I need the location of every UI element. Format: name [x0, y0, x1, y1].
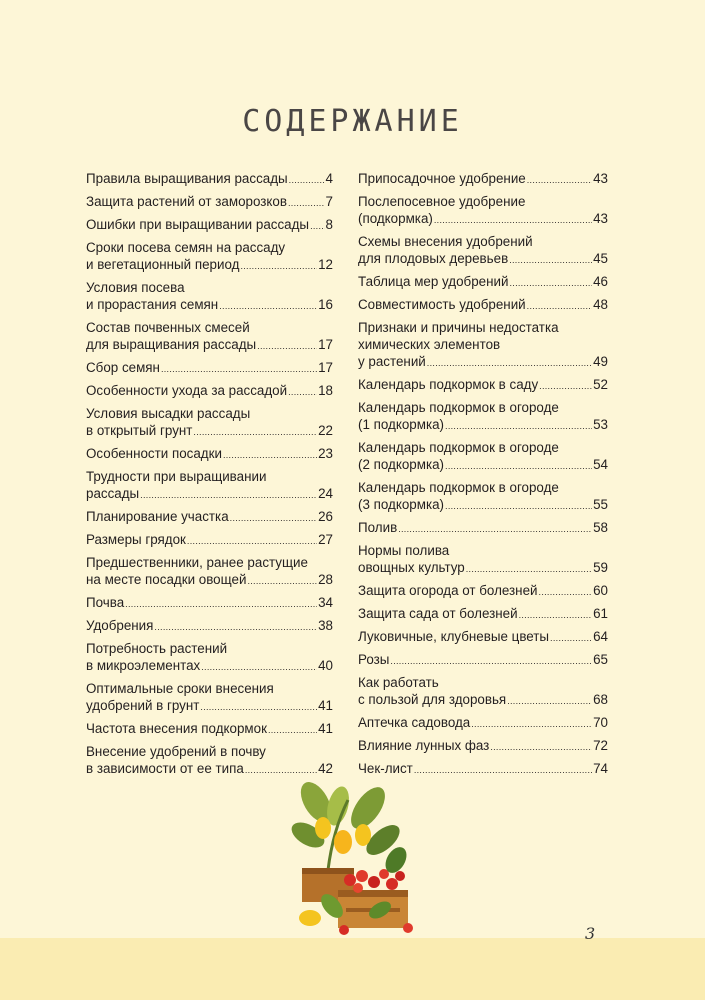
toc-entry[interactable]: [86, 405, 333, 441]
toc-entry-line: [358, 519, 608, 538]
toc-entry-line: [358, 210, 608, 229]
toc-entry-title: (3 подкормка): [358, 497, 445, 512]
toc-entry-title: Удобрения: [86, 618, 154, 633]
toc-entry-line: [86, 760, 333, 779]
toc-entry-title: Планирование участка: [86, 509, 229, 524]
toc-leader-dots: [245, 762, 317, 779]
toc-entry-line: [86, 617, 333, 636]
toc-page-number: 70: [593, 715, 608, 730]
toc-page-number: 28: [318, 572, 333, 587]
toc-entry-line: [86, 554, 333, 571]
toc-page-number: 43: [593, 211, 608, 226]
toc-entry-line: [358, 376, 608, 395]
toc-entry-line: [86, 508, 333, 527]
toc-entry-line: [86, 640, 333, 657]
toc-entry-title: для выращивания рассады: [86, 337, 257, 352]
toc-leader-dots: [201, 659, 317, 676]
toc-entry-title: Защита огорода от болезней: [358, 583, 538, 598]
toc-page-number: 74: [593, 761, 608, 776]
toc-entry[interactable]: [358, 674, 608, 710]
toc-entry-title: в микроэлементах: [86, 658, 201, 673]
toc-page-number: 53: [593, 417, 608, 432]
toc-leader-dots: [288, 195, 325, 212]
toc-entry-line: [86, 697, 333, 716]
toc-leader-dots: [490, 739, 592, 756]
toc-entry-line: [358, 760, 608, 779]
toc-entry-title: (2 подкормка): [358, 457, 445, 472]
toc-entry-title: рассады: [86, 486, 140, 501]
toc-entry-line: [358, 496, 608, 515]
toc-entry-title: Трудности при выращивании: [86, 469, 267, 484]
toc-entry[interactable]: [358, 542, 608, 578]
toc-entry[interactable]: [86, 279, 333, 315]
toc-entry-title: Условия высадки рассады: [86, 406, 251, 421]
toc-entry-title: Частота внесения подкормок: [86, 721, 267, 736]
toc-entry-title: Таблица мер удобрений: [358, 274, 509, 289]
toc-leader-dots: [519, 607, 593, 624]
toc-leader-dots: [268, 722, 317, 739]
toc-leader-dots: [509, 252, 592, 269]
toc-page-number: 27: [318, 532, 333, 547]
toc-page-number: 38: [318, 618, 333, 633]
toc-entry-title: в открытый грунт: [86, 423, 193, 438]
toc-entry-line: [86, 657, 333, 676]
toc-leader-dots: [398, 521, 592, 538]
toc-entry-title: Припосадочное удобрение: [358, 171, 526, 186]
toc-page-number: 41: [318, 721, 333, 736]
toc-page-number: 34: [318, 595, 333, 610]
toc-entry-title: Схемы внесения удобрений: [358, 234, 533, 249]
toc-entry-line: [358, 233, 608, 250]
toc-entry-title: Размеры грядок: [86, 532, 186, 547]
toc-entry-title: у растений: [358, 354, 426, 369]
toc-entry-line: [86, 239, 333, 256]
toc-entry-title: Нормы полива: [358, 543, 450, 558]
toc-entry-title: Календарь подкормок в огороде: [358, 400, 559, 415]
toc-entry-title: Луковичные, клубневые цветы: [358, 629, 550, 644]
toc-entry-line: [86, 743, 333, 760]
toc-entry-line: [358, 353, 608, 372]
toc-entry-line: [86, 193, 333, 212]
toc-entry-line: [86, 405, 333, 422]
toc-page-number: 72: [593, 738, 608, 753]
toc-entry-line: [358, 296, 608, 315]
toc-entry[interactable]: [358, 737, 608, 756]
toc-page-number: 40: [318, 658, 333, 673]
toc-entry[interactable]: [358, 714, 608, 733]
toc-entry[interactable]: [358, 319, 608, 372]
toc-entry-line: [86, 170, 333, 189]
bottom-band: [0, 938, 705, 1000]
toc-entry-line: [358, 737, 608, 756]
toc-entry-title: (1 подкормка): [358, 417, 445, 432]
toc-entry[interactable]: [86, 680, 333, 716]
toc-entry-line: [86, 571, 333, 590]
toc-entry-line: [358, 456, 608, 475]
toc-page-number: 48: [593, 297, 608, 312]
toc-entry[interactable]: [86, 617, 333, 636]
toc-page-number: 58: [593, 520, 608, 535]
toc-page-number: 17: [318, 360, 333, 375]
toc-entry[interactable]: [86, 170, 333, 189]
toc-entry-title: Состав почвенных смесей: [86, 320, 250, 335]
toc-entry-title: Правила выращивания рассады: [86, 171, 288, 186]
toc-leader-dots: [445, 458, 592, 475]
toc-entry[interactable]: [358, 193, 608, 229]
toc-entry[interactable]: [86, 239, 333, 275]
toc-entry-line: [86, 216, 333, 235]
toc-page-number: 18: [318, 383, 333, 398]
toc-page-number: 23: [318, 446, 333, 461]
toc-entry-title: Особенности посадки: [86, 446, 222, 461]
toc-page-number: 45: [593, 251, 608, 266]
toc-leader-dots: [230, 510, 317, 527]
toc-page-number: 54: [593, 457, 608, 472]
toc-entry-title: Чек-лист: [358, 761, 413, 776]
toc-page-number: 55: [593, 497, 608, 512]
toc-entry-line: [86, 680, 333, 697]
toc-entry[interactable]: [86, 319, 333, 355]
toc-entry[interactable]: [86, 193, 333, 212]
toc-entry-line: [86, 594, 333, 613]
toc-entry-line: [358, 193, 608, 210]
toc-entry-title: и прорастания семян: [86, 297, 219, 312]
toc-entry-title: Сбор семян: [86, 360, 160, 375]
toc-entry-line: [86, 720, 333, 739]
toc-entry-title: Ошибки при выращивании рассады: [86, 217, 310, 232]
toc-entry[interactable]: [86, 594, 333, 613]
toc-entry-title: Оптимальные сроки внесения: [86, 681, 274, 696]
toc-entry-line: [358, 691, 608, 710]
toc-page-number: 4: [325, 171, 333, 186]
toc-page-number: 24: [318, 486, 333, 501]
toc-entry-title: Совместимость удобрений: [358, 297, 526, 312]
toc-page-number: 65: [593, 652, 608, 667]
toc-entry-title: Почва: [86, 595, 125, 610]
toc-leader-dots: [240, 258, 317, 275]
toc-leader-dots: [125, 596, 317, 613]
toc-entry-title: на месте посадки овощей: [86, 572, 247, 587]
toc-leader-dots: [219, 298, 317, 315]
toc-entry-line: [358, 559, 608, 578]
toc-entry[interactable]: [86, 359, 333, 378]
toc-entry-title: (подкормка): [358, 211, 433, 226]
toc-entry-line: [358, 542, 608, 559]
toc-entry-title: Внесение удобрений в почву: [86, 744, 266, 759]
toc-entry[interactable]: [358, 296, 608, 315]
toc-entry-line: [358, 651, 608, 670]
toc-page-number: 41: [318, 698, 333, 713]
toc-entry-title: Как работать: [358, 675, 439, 690]
toc-entry-line: [86, 382, 333, 401]
toc-entry-title: в зависимости от ее типа: [86, 761, 244, 776]
toc-leader-dots: [445, 418, 592, 435]
toc-entry-line: [86, 422, 333, 441]
toc-leader-dots: [527, 298, 592, 315]
toc-entry[interactable]: [86, 720, 333, 739]
toc-leader-dots: [471, 716, 592, 733]
toc-entry-title: Предшественники, ранее растущие: [86, 555, 308, 570]
toc-entry[interactable]: [358, 439, 608, 475]
toc-entry-line: [86, 359, 333, 378]
toc-page-number: 43: [593, 171, 608, 186]
toc-entry[interactable]: [358, 760, 608, 779]
toc-entry-title: Потребность растений: [86, 641, 228, 656]
toc-entry-title: Аптечка садовода: [358, 715, 471, 730]
toc-leader-dots: [434, 212, 592, 229]
page-number: 3: [585, 924, 596, 943]
toc-entry[interactable]: [358, 605, 608, 624]
toc-entry[interactable]: [358, 582, 608, 601]
toc-leader-dots: [427, 355, 592, 372]
toc-leader-dots: [200, 699, 317, 716]
toc-entry-line: [86, 256, 333, 275]
toc-entry-line: [86, 336, 333, 355]
toc-entry-line: [358, 319, 608, 336]
toc-entry-line: [358, 582, 608, 601]
toc-entry-line: [358, 605, 608, 624]
toc-page-number: 7: [325, 194, 333, 209]
toc-entry-title: Календарь подкормок в саду: [358, 377, 539, 392]
toc-entry[interactable]: [358, 519, 608, 538]
toc-leader-dots: [193, 424, 317, 441]
toc-entry-title: удобрений в грунт: [86, 698, 200, 713]
toc-entry-title: Защита растений от заморозков: [86, 194, 287, 209]
toc-entry-line: [358, 336, 608, 353]
toc-entry-title: химических элементов: [358, 337, 501, 352]
toc-entry[interactable]: [358, 399, 608, 435]
vegetable-crate-illustration: [288, 780, 423, 940]
toc-leader-dots: [390, 653, 592, 670]
toc-leader-dots: [140, 487, 317, 504]
toc-leader-dots: [187, 533, 317, 550]
pepper-leaves: [288, 780, 405, 870]
toc-entry-line: [86, 531, 333, 550]
toc-entry-line: [358, 714, 608, 733]
toc-leader-dots: [289, 172, 325, 189]
toc-entry[interactable]: [86, 554, 333, 590]
toc-entry[interactable]: [86, 445, 333, 464]
toc-entry[interactable]: [86, 640, 333, 676]
toc-entry-title: Признаки и причины недостатка: [358, 320, 559, 335]
toc-page-number: 59: [593, 560, 608, 575]
toc-leader-dots: [539, 378, 592, 395]
toc-leader-dots: [247, 573, 317, 590]
toc-entry-line: [86, 279, 333, 296]
toc-entry[interactable]: [358, 628, 608, 647]
toc-leader-dots: [466, 561, 592, 578]
toc-entry[interactable]: [358, 479, 608, 515]
toc-entry[interactable]: [358, 233, 608, 269]
toc-entry-title: Сроки посева семян на рассаду: [86, 240, 286, 255]
toc-page-number: 42: [318, 761, 333, 776]
toc-right-column: [358, 170, 608, 783]
toc-entry-line: [358, 674, 608, 691]
toc-page-number: 8: [325, 217, 333, 232]
toc-leader-dots: [539, 584, 593, 601]
toc-entry[interactable]: [86, 531, 333, 550]
toc-page-number: 52: [593, 377, 608, 392]
toc-page-number: 12: [318, 257, 333, 272]
toc-leader-dots: [527, 172, 592, 189]
toc-entry[interactable]: [86, 743, 333, 779]
toc-entry-title: Особенности ухода за рассадой: [86, 383, 288, 398]
toc-entry-title: овощных культур: [358, 560, 465, 575]
toc-leader-dots: [257, 338, 317, 355]
toc-page-number: 26: [318, 509, 333, 524]
toc-entry-title: Розы: [358, 652, 390, 667]
toc-entry[interactable]: [358, 376, 608, 395]
toc-entry-title: Послепосевное удобрение: [358, 194, 526, 209]
toc-leader-dots: [445, 498, 592, 515]
toc-entry[interactable]: [358, 170, 608, 189]
toc-leader-dots: [161, 361, 317, 378]
toc-entry[interactable]: [86, 216, 333, 235]
toc-entry-line: [358, 250, 608, 269]
toc-entry-title: для плодовых деревьев: [358, 251, 509, 266]
toc-page-number: 68: [593, 692, 608, 707]
toc-entry-title: Календарь подкормок в огороде: [358, 480, 559, 495]
toc-entry-title: Влияние лунных фаз: [358, 738, 490, 753]
toc-left-column: [86, 170, 333, 783]
toc-entry[interactable]: [358, 273, 608, 292]
toc-entry[interactable]: [358, 651, 608, 670]
toc-entry-title: и вегетационный период: [86, 257, 240, 272]
toc-page-number: 64: [593, 629, 608, 644]
toc-entry[interactable]: [86, 508, 333, 527]
toc-page-number: 49: [593, 354, 608, 369]
toc-leader-dots: [223, 447, 317, 464]
toc-entry-line: [86, 296, 333, 315]
toc-page-number: 16: [318, 297, 333, 312]
toc-leader-dots: [550, 630, 592, 647]
toc-entry-line: [86, 485, 333, 504]
toc-entry-line: [86, 445, 333, 464]
toc-entry-line: [358, 479, 608, 496]
toc-page-number: 46: [593, 274, 608, 289]
toc-entry-line: [358, 439, 608, 456]
toc-leader-dots: [414, 762, 592, 779]
toc-entry-title: Защита сада от болезней: [358, 606, 518, 621]
toc-entry[interactable]: [86, 382, 333, 401]
toc-entry-line: [358, 170, 608, 189]
toc-page-number: 22: [318, 423, 333, 438]
toc-page-number: 61: [593, 606, 608, 621]
toc-leader-dots: [310, 218, 324, 235]
toc-leader-dots: [288, 384, 317, 401]
toc-entry-line: [358, 416, 608, 435]
toc-entry[interactable]: [86, 468, 333, 504]
toc-leader-dots: [154, 619, 317, 636]
toc-entry-title: с пользой для здоровья: [358, 692, 507, 707]
toc-page-number: 17: [318, 337, 333, 352]
toc-entry-title: Условия посева: [86, 280, 185, 295]
toc-entry-title: Полив: [358, 520, 398, 535]
toc-entry-line: [358, 399, 608, 416]
toc-leader-dots: [507, 693, 592, 710]
toc-page-number: 60: [593, 583, 608, 598]
toc-entry-line: [358, 628, 608, 647]
toc-entry-line: [86, 468, 333, 485]
toc-entry-line: [86, 319, 333, 336]
page-title: СОДЕРЖАНИЕ: [242, 104, 463, 139]
toc-entry-title: Календарь подкормок в огороде: [358, 440, 559, 455]
toc-leader-dots: [509, 275, 592, 292]
toc-entry-line: [358, 273, 608, 292]
